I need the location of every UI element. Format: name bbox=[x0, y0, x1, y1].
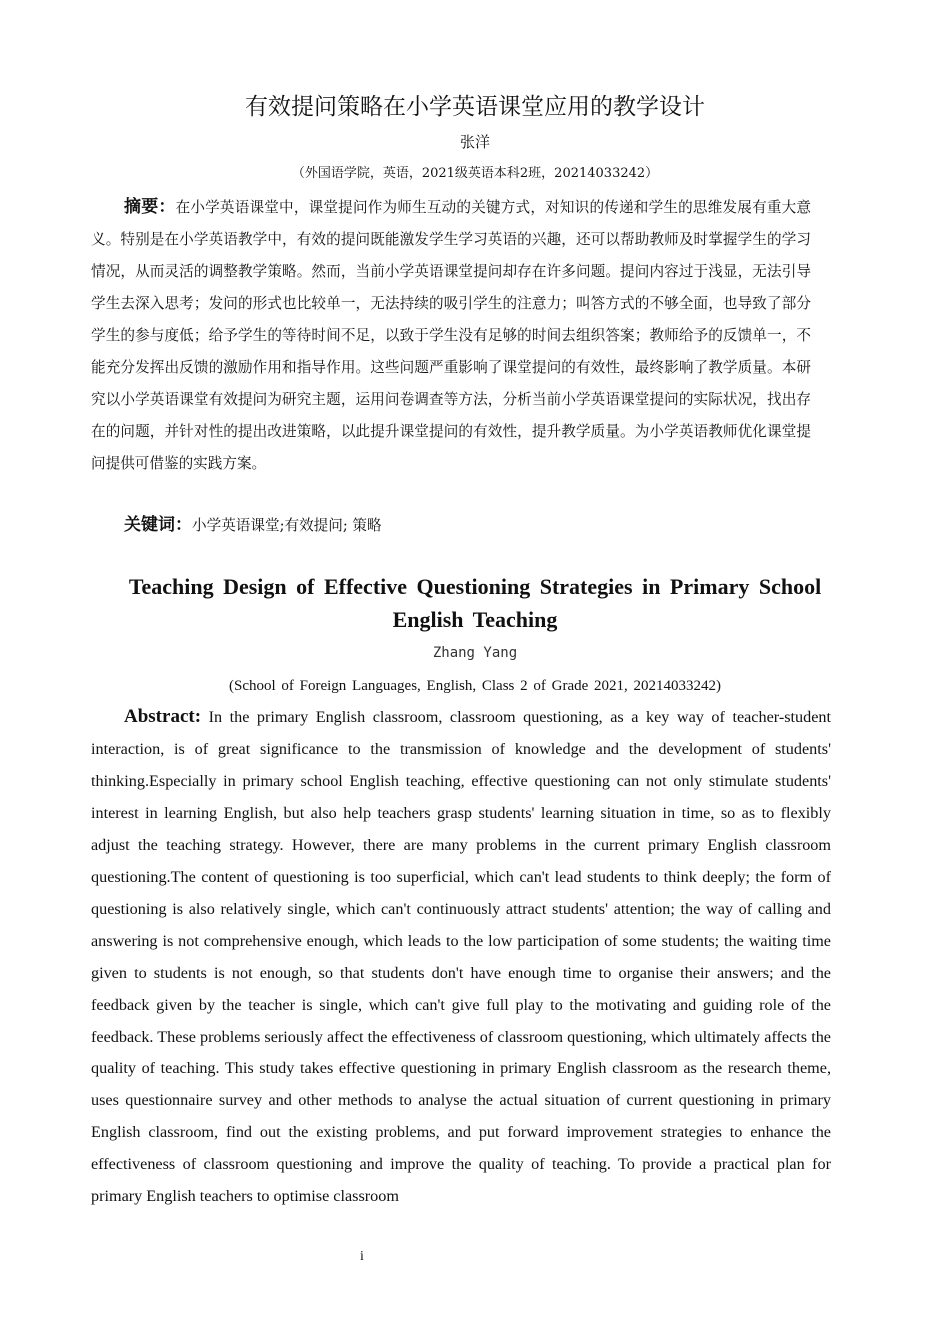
english-author: Zhang Yang bbox=[432, 645, 518, 661]
chinese-abstract-text: 在小学英语课堂中，课堂提问作为师生互动的关键方式，对知识的传递和学生的思维发展有重大意义。特别是在小学英语教学中，有效的提问既能激发学生学习英语的兴趣，还可以帮助教师及时掌握学生的学习情况，从而灵活的调整教学策略。然而，当前小学英语课堂提问却存在许多问题。提问内容过于浅显，无法引导学生去深入思考；发问的形式也比较单一，无法持续的吸引学生的注意力；叫答方式的不够全面，也导致了部分学生的参与度低；给予学生的等待时间不足，以致于学生没有足够的时间去组织答案；教师给予的反馈单一，不能充分发挥出反馈的激励作用和指导作用。这些问题严重影响了课堂提问的有效性，最终影响了教学质量。本研究以小学英语课堂有效提问为研究主题，运用问卷调查等方法，分析当前小学英语课堂提问的实际状况，找出存在的问题，并针对性的提出改进策略，以此提升课堂提问的有效性，提升教学质量。为小学英语教师优化课堂提问提供可借鉴的实践方案。 bbox=[91, 199, 812, 472]
english-abstract-label: Abstract: bbox=[124, 706, 202, 727]
chinese-keywords-label: 关键词： bbox=[124, 515, 192, 535]
chinese-keywords-text: 小学英语课堂;有效提问; 策略 bbox=[192, 517, 382, 534]
english-title: Teaching Design of Effective Questioning Strategies in Primary School English Teaching bbox=[128, 574, 822, 632]
chinese-affiliation: （外国语学院，英语，2021级英语本科2班，20214033242） bbox=[291, 166, 659, 181]
english-abstract-text: In the primary English classroom, classroom questioning, as a key way of teacher-student interaction, is of great significance to the transmission of knowledge and the development of students' thinking.Especially in primary school English teaching, effective questioning can not only stimulate students' interest in learning English, but also help teachers grasp students' learning situation in time, so as to flexibly adjust the teaching strategy. However, there are many problems in the current primary English classroom questioning.The content of questioning is too superficial, which can't lead students to think deeply; the form of questioning is also relatively single, which can't continuously attract students' attention; the way of calling and answering is not comprehensive enough, which leads to the low participation of some students; the waiting time given to students is not enough, so that students don't have enough time to organise their answers; and the feedback given by the teacher is single, which can't give full play to the motivating and guiding role of the feedback. These problems seriously affect the effectiveness of classroom questioning, which ultimately affects the quality of teaching. This study takes effective questioning in primary English classroom as the research theme, uses questionnaire survey and other methods to analyse the actual situation of current questioning in primary English classroom, find out the existing problems, and put forward improvement strategies to enhance the effectiveness of classroom questioning and improve the quality of teaching. To provide a practical plan for primary English teachers to optimise classroom bbox=[91, 708, 831, 1206]
page-number: i bbox=[360, 1249, 364, 1264]
chinese-abstract-label: 摘要： bbox=[124, 197, 176, 217]
chinese-keywords bbox=[91, 509, 811, 542]
chinese-title: 有效提问策略在小学英语课堂应用的教学设计 bbox=[245, 94, 705, 120]
chinese-abstract bbox=[91, 191, 811, 480]
chinese-author: 张洋 bbox=[459, 133, 490, 151]
english-abstract bbox=[91, 701, 831, 1213]
english-affiliation: (School of Foreign Languages, English, Class 2 of Grade 2021, 20214033242) bbox=[228, 678, 722, 694]
